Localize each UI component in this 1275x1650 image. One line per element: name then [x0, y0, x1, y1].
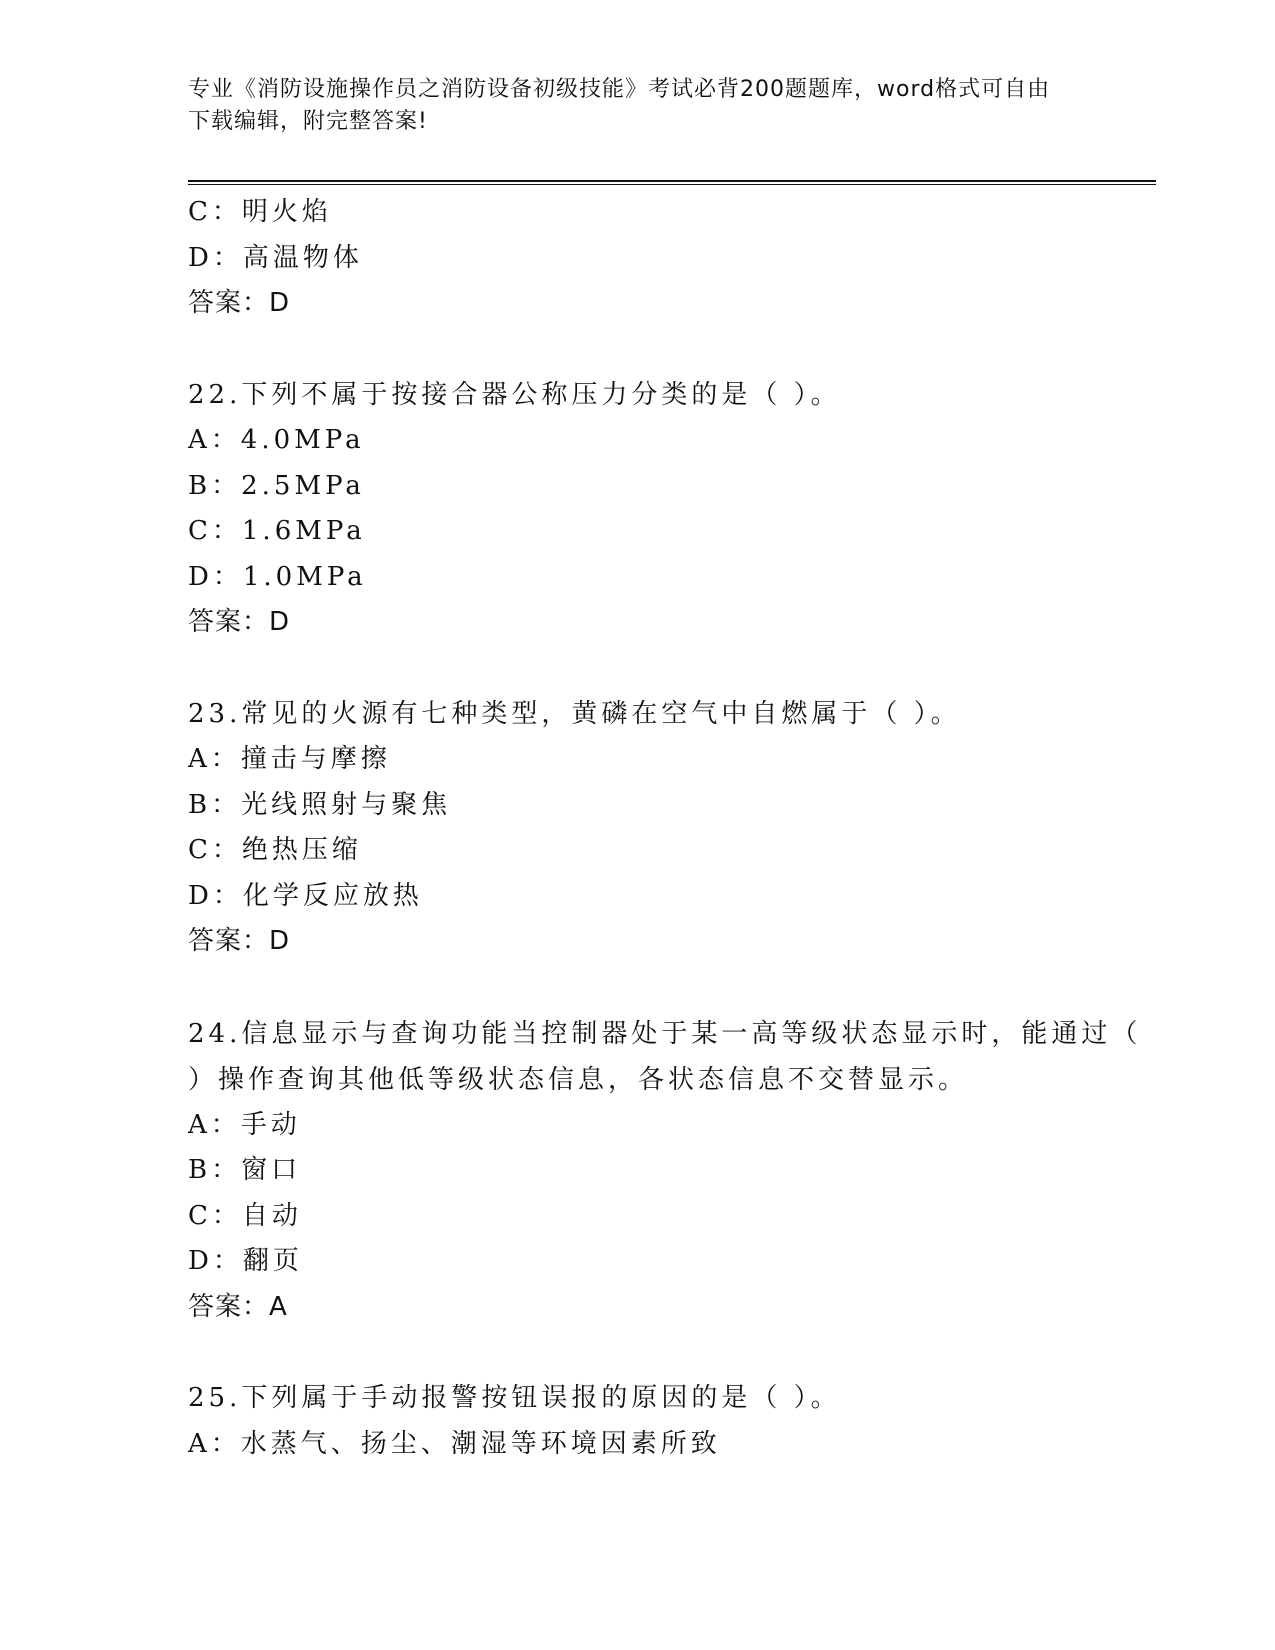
question-spacer: [188, 646, 1156, 692]
question-spacer: [188, 965, 1156, 1011]
question-spacer: [188, 1330, 1156, 1376]
document-header: 专业《消防设施操作员之消防设备初级技能》考试必背200题题库，word格式可自由下载编辑，附完整答案!: [188, 77, 1051, 134]
question-23: [188, 692, 1156, 965]
answer-line: 答案：D: [188, 926, 291, 956]
question-stem: 23.常见的火源有七种类型，黄磷在空气中自燃属于（ ）。: [188, 698, 961, 729]
option-d: D：化学反应放热: [188, 880, 423, 911]
question-spacer: [188, 327, 1156, 373]
option-b: B：光线照射与聚焦: [188, 789, 452, 820]
question-22: [188, 373, 1156, 646]
option-c: C：绝热压缩: [188, 835, 362, 865]
option-d: D：翻页: [188, 1246, 303, 1276]
answer-line: 答案：D: [188, 288, 291, 318]
option-d: D：高温物体: [188, 242, 363, 273]
question-stem: 22.下列不属于按接合器公称压力分类的是（ ）。: [188, 379, 841, 410]
answer-line: 答案：A: [188, 1291, 288, 1322]
option-a: A：水蒸气、扬尘、潮湿等环境因素所致: [188, 1428, 721, 1459]
option-b: B：2.5MPa: [188, 470, 365, 501]
option-c: C：1.6MPa: [188, 516, 366, 546]
question-stem: 24.信息显示与查询功能当控制器处于某一高等级状态显示时，能通过（ ）操作查询其他低等级状态信息，各状态信息不交替显示。: [188, 1018, 1142, 1095]
option-a: A：4.0MPa: [188, 425, 365, 455]
question-stem: 25.下列属于手动报警按钮误报的原因的是（ ）。: [188, 1383, 841, 1413]
option-c: C：自动: [188, 1200, 302, 1231]
answer-line: 答案：D: [188, 607, 291, 637]
option-c: C：明火焰: [188, 197, 332, 227]
header-divider-thick: [188, 180, 1156, 182]
question-list: [188, 190, 1156, 1467]
header-divider-thin: [188, 184, 1156, 185]
question-24: [188, 1011, 1156, 1331]
option-b: B：窗口: [188, 1155, 302, 1185]
option-a: A：手动: [188, 1109, 301, 1140]
question-21-tail: [188, 190, 1156, 327]
option-a: A：撞击与摩擦: [188, 744, 391, 774]
option-d: D：1.0MPa: [188, 561, 367, 592]
question-25: [188, 1376, 1156, 1467]
